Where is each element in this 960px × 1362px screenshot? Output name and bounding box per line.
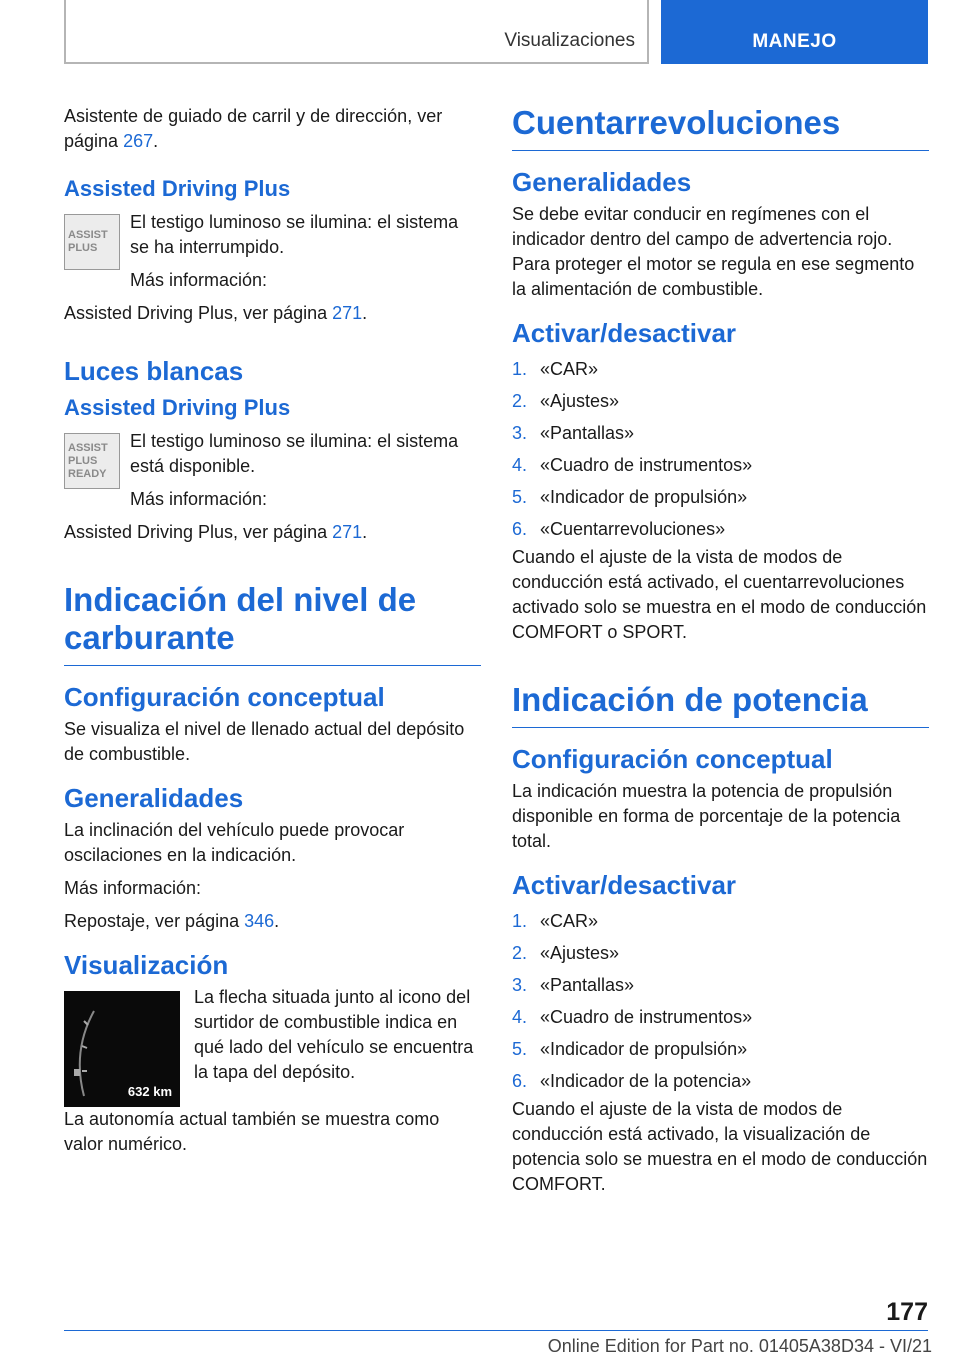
more-info-label: Más información: bbox=[130, 270, 268, 290]
rev-general-title: Generalidades bbox=[512, 167, 692, 197]
list-item: 2. «Ajustes» bbox=[512, 943, 620, 963]
fuel-concept-text: Se visualiza el nivel de llenado actual del depósito de combustible. bbox=[64, 719, 465, 764]
edition-footer: Online Edition for Part no. 01405A38D34 - VI/21 bbox=[547, 1336, 932, 1356]
fuel-general-text: La inclinación del vehículo puede provocar oscilaciones en la indicación. bbox=[64, 820, 405, 865]
intro-paragraph: Asistente de guiado de carril y de dirección, ver página 267. bbox=[64, 106, 443, 151]
list-item: 1. «CAR» bbox=[512, 359, 599, 379]
rev-note: Cuando el ajuste de la vista de modos de conducción está activado, el cuentarrevoluciones activado solo se muestra en el modo de conducción COMFORT o SPORT. bbox=[512, 547, 927, 642]
list-item: 5. «Indicador de propulsión» bbox=[512, 487, 748, 507]
power-display-title: Indicación de potencia bbox=[512, 681, 929, 728]
refuel-reference: Repostaje, ver página 346. bbox=[64, 911, 280, 931]
rev-toggle-title: Activar/desactivar bbox=[512, 318, 737, 348]
fuel-display-title: Visualización bbox=[64, 950, 229, 980]
left-column bbox=[64, 104, 481, 1165]
assist-plus-ready-indicator-icon: ASSIST PLUS READY bbox=[64, 433, 120, 489]
more-info-label: Más información: bbox=[130, 489, 268, 509]
chapter-tab: MANEJO bbox=[661, 0, 928, 64]
more-info-label: Más información: bbox=[64, 878, 202, 898]
fuel-display-row bbox=[64, 985, 481, 1107]
rev-general-text: Se debe evitar conducir en regímenes con el indicador dentro del campo de advertencia rojo. Para proteger el motor se regula en ese segmento la alimentación de combustible. bbox=[512, 204, 915, 299]
list-item: 6. «Indicador de la potencia» bbox=[512, 1071, 752, 1091]
list-item: 5. «Indicador de propulsión» bbox=[512, 1039, 748, 1059]
fuel-range-value: 632 km bbox=[127, 1084, 172, 1099]
adp-interrupted-text: El testigo luminoso se ilumina: el sistema se ha interrumpido. bbox=[130, 212, 459, 257]
adp-interrupted-title: Assisted Driving Plus bbox=[64, 176, 291, 201]
power-note: Cuando el ajuste de la vista de modos de conducción está activado, la visualización de potencia solo se muestra en el modo de conducción COMFORT. bbox=[512, 1099, 928, 1194]
adp-interrupted-row bbox=[64, 210, 481, 301]
fuel-concept-title: Configuración conceptual bbox=[64, 682, 385, 712]
page-link[interactable]: 267 bbox=[123, 131, 154, 151]
adp-ready-text: El testigo luminoso se ilumina: el sistema está disponible. bbox=[130, 431, 459, 476]
adp-reference: Assisted Driving Plus, ver página 271. bbox=[64, 303, 368, 323]
section-title: Visualizaciones bbox=[504, 30, 635, 51]
fuel-gauge-image bbox=[64, 991, 180, 1107]
rev-counter-title: Cuentarrevoluciones bbox=[512, 104, 929, 151]
assist-plus-indicator-icon: ASSIST PLUS bbox=[64, 214, 120, 270]
list-item: 2. «Ajustes» bbox=[512, 391, 620, 411]
white-lights-title: Luces blancas bbox=[64, 356, 244, 386]
adp-ready-row bbox=[64, 429, 481, 520]
page-link[interactable]: 271 bbox=[332, 303, 363, 323]
page-link[interactable]: 346 bbox=[244, 911, 275, 931]
fuel-display-text: La flecha situada junto al icono del surtidor de combustible indica en qué lado del vehículo se encuentra la tapa del depósito. bbox=[194, 987, 474, 1082]
list-item: 6. «Cuentarrevoluciones» bbox=[512, 519, 726, 539]
fuel-general-title: Generalidades bbox=[64, 783, 244, 813]
adp-reference: Assisted Driving Plus, ver página 271. bbox=[64, 522, 368, 542]
list-item: 1. «CAR» bbox=[512, 911, 599, 931]
page-link[interactable]: 271 bbox=[332, 522, 363, 542]
adp-ready-title: Assisted Driving Plus bbox=[64, 395, 291, 420]
list-item: 3. «Pantallas» bbox=[512, 423, 635, 443]
power-concept-text: La indicación muestra la potencia de propulsión disponible en forma de porcentaje de la potencia total. bbox=[512, 781, 901, 851]
section-tab bbox=[64, 0, 649, 64]
list-item: 3. «Pantallas» bbox=[512, 975, 635, 995]
power-toggle-title: Activar/desactivar bbox=[512, 870, 737, 900]
fuel-range-text: La autonomía actual también se muestra como valor numérico. bbox=[64, 1109, 440, 1154]
footer-divider bbox=[64, 1330, 928, 1331]
page-number: 177 bbox=[886, 1298, 928, 1326]
page-header bbox=[64, 0, 928, 64]
right-column bbox=[512, 104, 929, 1205]
rev-steps-list bbox=[512, 353, 929, 545]
list-item: 4. «Cuadro de instrumentos» bbox=[512, 1007, 753, 1027]
power-steps-list bbox=[512, 905, 929, 1097]
fuel-level-title: Indicación del nivel de carburante bbox=[64, 581, 481, 666]
list-item: 4. «Cuadro de instrumentos» bbox=[512, 455, 753, 475]
power-concept-title: Configuración conceptual bbox=[512, 744, 833, 774]
